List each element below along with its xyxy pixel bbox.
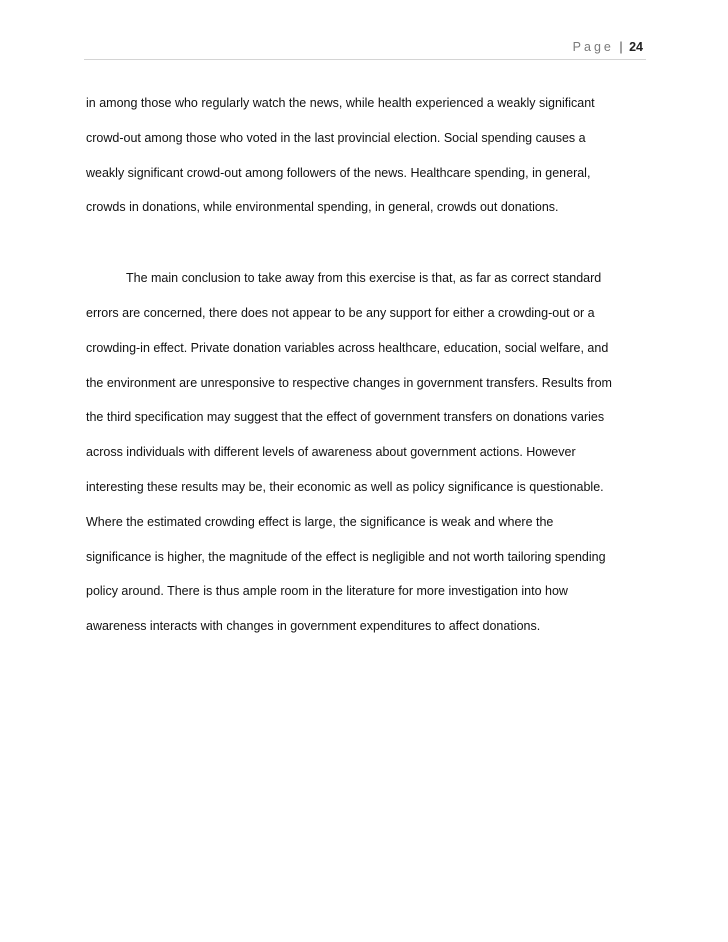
text-line: in among those who regularly watch the news, while health experienced a weakly significant: [86, 96, 595, 110]
text-line: policy around. There is thus ample room in the literature for more investigation into how: [86, 584, 568, 599]
body-text: [86, 86, 652, 644]
text-line: across individuals with different levels of awareness about government actions. However: [86, 445, 576, 460]
text-line: crowds in donations, while environmental spending, in general, crowds out donations.: [86, 200, 559, 215]
text-line: interesting these results may be, their economic as well as policy significance is questionable.: [86, 479, 604, 494]
page-number: 24: [629, 40, 643, 54]
header-rule: [84, 59, 646, 60]
paragraph-gap: [86, 225, 652, 261]
text-line: awareness interacts with changes in government expenditures to affect donations.: [86, 619, 541, 634]
page-header: [573, 40, 643, 54]
paragraph-2: [86, 261, 652, 644]
text-line: crowd-out among those who voted in the last provincial election. Social spending causes a: [86, 130, 586, 145]
text-line: crowding-in effect. Private donation variables across healthcare, education, social welfare, and: [86, 340, 609, 355]
text-line: weakly significant crowd-out among followers of the news. Healthcare spending, in general,: [86, 165, 591, 180]
page-label: Page: [572, 40, 614, 54]
text-line: the third specification may suggest that the effect of government transfers on donations varies: [86, 410, 605, 425]
paragraph-1: [86, 86, 652, 225]
text-line: The main conclusion to take away from this exercise is that, as far as correct standard: [126, 271, 602, 286]
text-line: Where the estimated crowding effect is large, the significance is weak and where the: [86, 514, 554, 529]
header-separator: |: [619, 40, 623, 54]
text-line: errors are concerned, there does not appear to be any support for either a crowding-out or a: [86, 305, 595, 320]
text-line: significance is higher, the magnitude of the effect is negligible and not worth tailoring spending: [86, 549, 606, 564]
text-line: the environment are unresponsive to respective changes in government transfers. Results from: [86, 375, 612, 390]
